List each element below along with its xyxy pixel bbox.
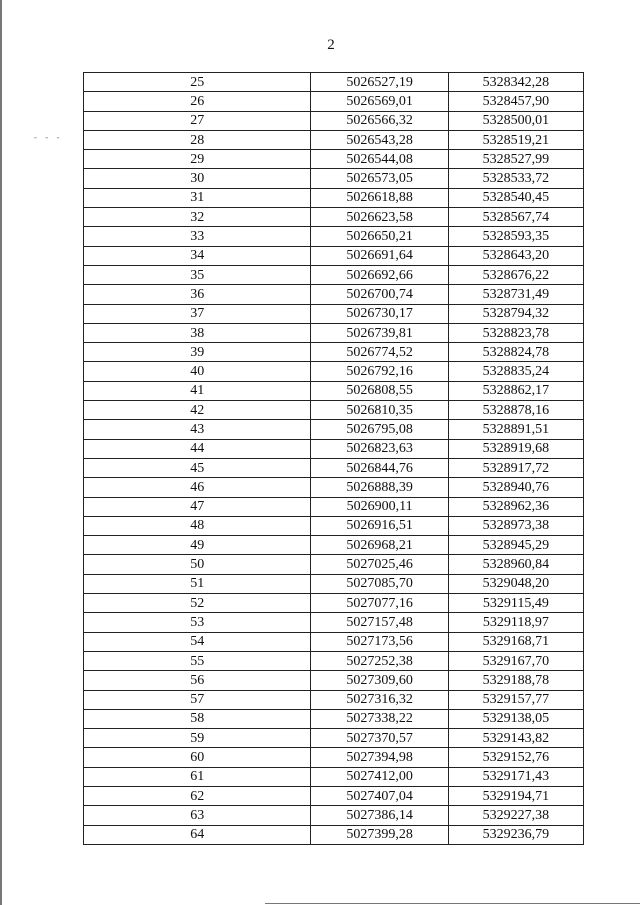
- x-coordinate-cell: 5026844,76: [311, 458, 448, 477]
- point-number-cell: 60: [84, 748, 311, 767]
- y-coordinate-cell: 5328731,49: [448, 285, 583, 304]
- y-coordinate-cell: 5328878,16: [448, 401, 583, 420]
- table-row: [84, 188, 584, 207]
- coordinates-table-body: [84, 73, 584, 845]
- table-row: [84, 208, 584, 227]
- point-number-cell: 45: [84, 458, 311, 477]
- point-number-cell: 27: [84, 111, 311, 130]
- x-coordinate-cell: 5026900,11: [311, 497, 448, 516]
- x-coordinate-cell: 5026618,88: [311, 188, 448, 207]
- x-coordinate-cell: 5027085,70: [311, 574, 448, 593]
- point-number-cell: 58: [84, 709, 311, 728]
- x-coordinate-cell: 5026623,58: [311, 208, 448, 227]
- point-number-cell: 49: [84, 536, 311, 555]
- table-row: [84, 92, 584, 111]
- point-number-cell: 50: [84, 555, 311, 574]
- point-number-cell: 53: [84, 613, 311, 632]
- y-coordinate-cell: 5329143,82: [448, 729, 583, 748]
- point-number-cell: 48: [84, 516, 311, 535]
- point-number-cell: 37: [84, 304, 311, 323]
- table-row: [84, 478, 584, 497]
- table-row: [84, 323, 584, 342]
- y-coordinate-cell: 5329167,70: [448, 651, 583, 670]
- x-coordinate-cell: 5027399,28: [311, 825, 448, 844]
- scan-marks: - - -: [34, 132, 63, 142]
- x-coordinate-cell: 5026544,08: [311, 150, 448, 169]
- point-number-cell: 44: [84, 439, 311, 458]
- table-row: [84, 227, 584, 246]
- point-number-cell: 32: [84, 208, 311, 227]
- table-row: [84, 748, 584, 767]
- table-row: [84, 690, 584, 709]
- y-coordinate-cell: 5329227,38: [448, 806, 583, 825]
- point-number-cell: 40: [84, 362, 311, 381]
- y-coordinate-cell: 5329138,05: [448, 709, 583, 728]
- point-number-cell: 33: [84, 227, 311, 246]
- table-row: [84, 458, 584, 477]
- point-number-cell: 41: [84, 381, 311, 400]
- y-coordinate-cell: 5329048,20: [448, 574, 583, 593]
- y-coordinate-cell: 5328342,28: [448, 73, 583, 92]
- table-row: [84, 246, 584, 265]
- y-coordinate-cell: 5329168,71: [448, 632, 583, 651]
- point-number-cell: 30: [84, 169, 311, 188]
- scan-left-edge: [0, 0, 2, 905]
- point-number-cell: 43: [84, 420, 311, 439]
- y-coordinate-cell: 5328945,29: [448, 536, 583, 555]
- x-coordinate-cell: 5026730,17: [311, 304, 448, 323]
- y-coordinate-cell: 5329115,49: [448, 594, 583, 613]
- y-coordinate-cell: 5328567,74: [448, 208, 583, 227]
- x-coordinate-cell: 5026810,35: [311, 401, 448, 420]
- table-row: [84, 169, 584, 188]
- point-number-cell: 25: [84, 73, 311, 92]
- table-row: [84, 516, 584, 535]
- point-number-cell: 63: [84, 806, 311, 825]
- table-row: [84, 536, 584, 555]
- point-number-cell: 54: [84, 632, 311, 651]
- point-number-cell: 56: [84, 671, 311, 690]
- y-coordinate-cell: 5328593,35: [448, 227, 583, 246]
- table-row: [84, 420, 584, 439]
- y-coordinate-cell: 5328835,24: [448, 362, 583, 381]
- x-coordinate-cell: 5027157,48: [311, 613, 448, 632]
- x-coordinate-cell: 5026566,32: [311, 111, 448, 130]
- table-row: [84, 651, 584, 670]
- x-coordinate-cell: 5027386,14: [311, 806, 448, 825]
- point-number-cell: 47: [84, 497, 311, 516]
- x-coordinate-cell: 5026808,55: [311, 381, 448, 400]
- x-coordinate-cell: 5026739,81: [311, 323, 448, 342]
- table-row: [84, 362, 584, 381]
- x-coordinate-cell: 5026774,52: [311, 343, 448, 362]
- x-coordinate-cell: 5027173,56: [311, 632, 448, 651]
- y-coordinate-cell: 5328823,78: [448, 323, 583, 342]
- table-row: [84, 825, 584, 844]
- y-coordinate-cell: 5328862,17: [448, 381, 583, 400]
- table-row: [84, 709, 584, 728]
- point-number-cell: 64: [84, 825, 311, 844]
- table-row: [84, 111, 584, 130]
- table-row: [84, 574, 584, 593]
- point-number-cell: 34: [84, 246, 311, 265]
- point-number-cell: 31: [84, 188, 311, 207]
- x-coordinate-cell: 5027338,22: [311, 709, 448, 728]
- y-coordinate-cell: 5328919,68: [448, 439, 583, 458]
- x-coordinate-cell: 5026968,21: [311, 536, 448, 555]
- table-row: [84, 671, 584, 690]
- x-coordinate-cell: 5026888,39: [311, 478, 448, 497]
- y-coordinate-cell: 5328676,22: [448, 265, 583, 284]
- table-row: [84, 401, 584, 420]
- point-number-cell: 29: [84, 150, 311, 169]
- table-row: [84, 806, 584, 825]
- y-coordinate-cell: 5328527,99: [448, 150, 583, 169]
- point-number-cell: 46: [84, 478, 311, 497]
- y-coordinate-cell: 5328824,78: [448, 343, 583, 362]
- table-row: [84, 632, 584, 651]
- table-row: [84, 786, 584, 805]
- table-row: [84, 130, 584, 149]
- y-coordinate-cell: 5329188,78: [448, 671, 583, 690]
- point-number-cell: 55: [84, 651, 311, 670]
- y-coordinate-cell: 5328891,51: [448, 420, 583, 439]
- point-number-cell: 59: [84, 729, 311, 748]
- coordinates-table: [83, 72, 584, 845]
- table-row: [84, 497, 584, 516]
- y-coordinate-cell: 5328940,76: [448, 478, 583, 497]
- table-row: [84, 767, 584, 786]
- x-coordinate-cell: 5027316,32: [311, 690, 448, 709]
- point-number-cell: 36: [84, 285, 311, 304]
- y-coordinate-cell: 5328540,45: [448, 188, 583, 207]
- y-coordinate-cell: 5328500,01: [448, 111, 583, 130]
- x-coordinate-cell: 5027025,46: [311, 555, 448, 574]
- page-number: 2: [327, 37, 335, 53]
- x-coordinate-cell: 5027412,00: [311, 767, 448, 786]
- table-row: [84, 343, 584, 362]
- scan-bottom-edge: [265, 903, 640, 904]
- y-coordinate-cell: 5328973,38: [448, 516, 583, 535]
- y-coordinate-cell: 5328643,20: [448, 246, 583, 265]
- point-number-cell: 57: [84, 690, 311, 709]
- point-number-cell: 42: [84, 401, 311, 420]
- y-coordinate-cell: 5328917,72: [448, 458, 583, 477]
- y-coordinate-cell: 5329171,43: [448, 767, 583, 786]
- x-coordinate-cell: 5026795,08: [311, 420, 448, 439]
- y-coordinate-cell: 5328457,90: [448, 92, 583, 111]
- y-coordinate-cell: 5328533,72: [448, 169, 583, 188]
- table-row: [84, 150, 584, 169]
- y-coordinate-cell: 5328962,36: [448, 497, 583, 516]
- x-coordinate-cell: 5026573,05: [311, 169, 448, 188]
- point-number-cell: 26: [84, 92, 311, 111]
- x-coordinate-cell: 5026692,66: [311, 265, 448, 284]
- point-number-cell: 39: [84, 343, 311, 362]
- y-coordinate-cell: 5329118,97: [448, 613, 583, 632]
- y-coordinate-cell: 5328519,21: [448, 130, 583, 149]
- y-coordinate-cell: 5329194,71: [448, 786, 583, 805]
- x-coordinate-cell: 5026569,01: [311, 92, 448, 111]
- x-coordinate-cell: 5027394,98: [311, 748, 448, 767]
- x-coordinate-cell: 5027370,57: [311, 729, 448, 748]
- point-number-cell: 52: [84, 594, 311, 613]
- table-row: [84, 555, 584, 574]
- point-number-cell: 51: [84, 574, 311, 593]
- y-coordinate-cell: 5329157,77: [448, 690, 583, 709]
- table-row: [84, 439, 584, 458]
- x-coordinate-cell: 5027077,16: [311, 594, 448, 613]
- y-coordinate-cell: 5328960,84: [448, 555, 583, 574]
- point-number-cell: 62: [84, 786, 311, 805]
- y-coordinate-cell: 5329152,76: [448, 748, 583, 767]
- table-row: [84, 285, 584, 304]
- table-row: [84, 594, 584, 613]
- y-coordinate-cell: 5328794,32: [448, 304, 583, 323]
- table-row: [84, 304, 584, 323]
- x-coordinate-cell: 5026543,28: [311, 130, 448, 149]
- point-number-cell: 61: [84, 767, 311, 786]
- x-coordinate-cell: 5026792,16: [311, 362, 448, 381]
- point-number-cell: 28: [84, 130, 311, 149]
- x-coordinate-cell: 5026527,19: [311, 73, 448, 92]
- table-row: [84, 729, 584, 748]
- x-coordinate-cell: 5027309,60: [311, 671, 448, 690]
- x-coordinate-cell: 5026650,21: [311, 227, 448, 246]
- x-coordinate-cell: 5027407,04: [311, 786, 448, 805]
- point-number-cell: 38: [84, 323, 311, 342]
- table-row: [84, 73, 584, 92]
- table-row: [84, 381, 584, 400]
- x-coordinate-cell: 5027252,38: [311, 651, 448, 670]
- table-row: [84, 613, 584, 632]
- x-coordinate-cell: 5026916,51: [311, 516, 448, 535]
- x-coordinate-cell: 5026700,74: [311, 285, 448, 304]
- x-coordinate-cell: 5026823,63: [311, 439, 448, 458]
- y-coordinate-cell: 5329236,79: [448, 825, 583, 844]
- point-number-cell: 35: [84, 265, 311, 284]
- x-coordinate-cell: 5026691,64: [311, 246, 448, 265]
- table-row: [84, 265, 584, 284]
